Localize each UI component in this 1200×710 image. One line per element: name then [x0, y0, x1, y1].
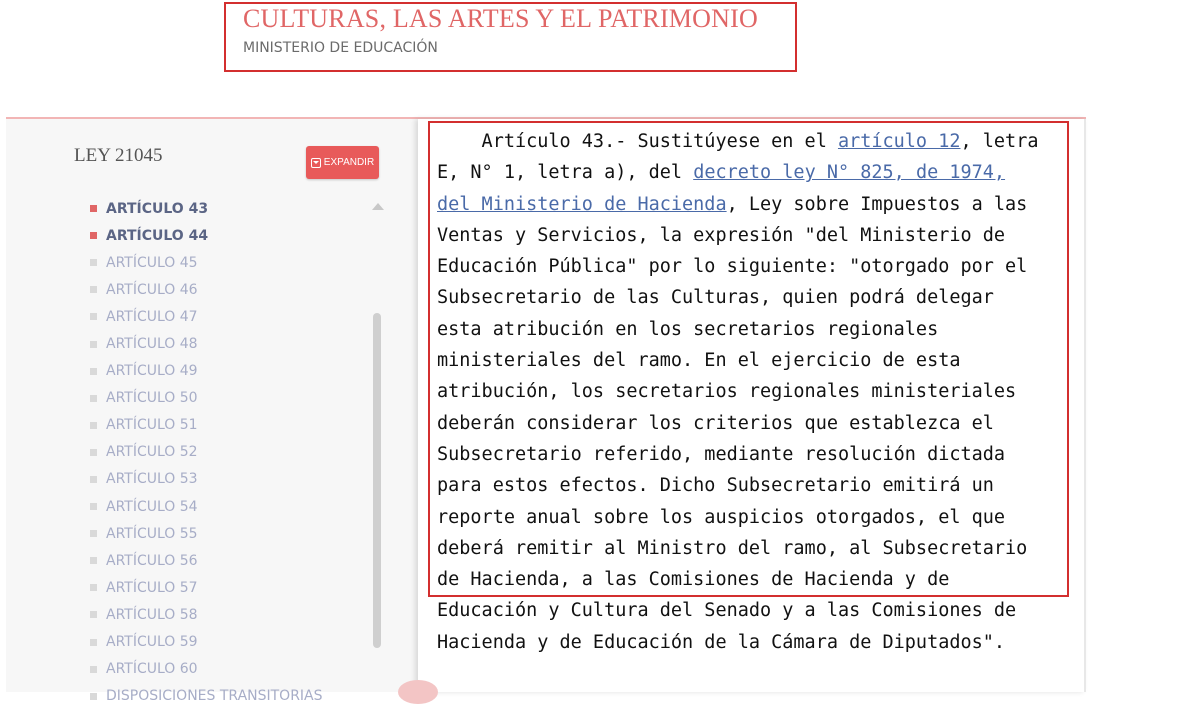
sidebar-item-label: ARTÍCULO 59 — [106, 634, 198, 651]
sidebar-item-articulo[interactable] — [90, 330, 323, 357]
bullet-icon — [90, 666, 97, 673]
floating-action-button[interactable] — [398, 680, 438, 704]
sidebar-item-label: ARTÍCULO 49 — [106, 363, 198, 380]
sidebar-item-label: ARTÍCULO 44 — [106, 227, 209, 244]
sidebar-item-articulo[interactable] — [90, 656, 323, 683]
article-line: Subsecretario de las Culturas, quien podrá delegar — [437, 287, 994, 309]
sidebar-item-articulo[interactable] — [90, 601, 323, 628]
scroll-up-arrow-icon[interactable] — [372, 203, 384, 210]
sidebar-item-articulo[interactable] — [90, 249, 323, 276]
link-ministerio-hacienda[interactable]: del Ministerio de Hacienda — [437, 193, 727, 215]
article-line: ministeriales del ramo. En el ejercicio de esta — [437, 350, 961, 372]
article-line: del Ministerio de Hacienda, Ley sobre Impuestos a las — [437, 193, 1028, 215]
bullet-icon — [90, 449, 97, 456]
sidebar-scrollbar[interactable] — [373, 313, 381, 648]
article-line: Educación y Cultura del Senado y a las Comisiones de — [437, 600, 1017, 622]
sidebar-item-label: ARTÍCULO 50 — [106, 390, 198, 407]
sidebar-item-articulo[interactable] — [90, 683, 323, 710]
page-subtitle: MINISTERIO DE EDUCACIÓN — [243, 40, 438, 56]
article-line: deberán considerar los criterios que establezca el — [437, 412, 994, 434]
sidebar-item-articulo[interactable] — [90, 385, 323, 412]
bullet-icon — [90, 259, 97, 266]
article-line: Artículo 43.- Sustitúyese en el artículo 12, letra — [437, 131, 1039, 152]
sidebar-item-articulo[interactable] — [90, 195, 323, 222]
sidebar — [6, 119, 418, 705]
bullet-icon — [90, 395, 97, 402]
sidebar-item-label: DISPOSICIONES TRANSITORIAS — [106, 688, 323, 705]
article-line: esta atribución en los secretarios regionales — [437, 318, 939, 340]
sidebar-item-articulo[interactable] — [90, 520, 323, 547]
sidebar-item-label: ARTÍCULO 47 — [106, 308, 198, 325]
article-line: Subsecretario referido, mediante resolución dictada — [437, 443, 1006, 465]
bullet-icon — [90, 693, 97, 700]
sidebar-item-label: ARTÍCULO 55 — [106, 525, 198, 542]
article-list — [90, 195, 323, 710]
bullet-icon — [90, 422, 97, 429]
sidebar-item-articulo[interactable] — [90, 222, 323, 249]
link-decreto-ley-825[interactable]: decreto ley N° 825, de 1974, — [693, 162, 1006, 184]
expand-button[interactable] — [306, 146, 379, 179]
sidebar-item-articulo[interactable] — [90, 439, 323, 466]
article-line: para estos efectos. Dicho Subsecretario emitirá un — [437, 475, 994, 497]
sidebar-item-label: ARTÍCULO 52 — [106, 444, 198, 461]
sidebar-item-label: ARTÍCULO 45 — [106, 254, 198, 271]
page-title: CULTURAS, LAS ARTES Y EL PATRIMONIO — [243, 4, 758, 33]
bullet-icon — [90, 205, 97, 212]
bullet-icon — [90, 584, 97, 591]
sidebar-item-articulo[interactable] — [90, 629, 323, 656]
sidebar-item-articulo[interactable] — [90, 574, 323, 601]
article-line: de Hacienda, a las Comisiones de Hacienda y de — [437, 569, 950, 591]
sidebar-item-label: ARTÍCULO 57 — [106, 579, 198, 596]
sidebar-item-articulo[interactable] — [90, 412, 323, 439]
bullet-icon — [90, 313, 97, 320]
bullet-icon — [90, 368, 97, 375]
sidebar-item-label: ARTÍCULO 58 — [106, 606, 198, 623]
chevron-down-icon — [311, 158, 321, 168]
law-title: LEY 21045 — [74, 145, 163, 166]
bullet-icon — [90, 639, 97, 646]
sidebar-item-label: ARTÍCULO 46 — [106, 281, 198, 298]
bullet-icon — [90, 232, 97, 239]
bullet-icon — [90, 286, 97, 293]
sidebar-item-articulo[interactable] — [90, 358, 323, 385]
sidebar-item-label: ARTÍCULO 53 — [106, 471, 198, 488]
sidebar-item-articulo[interactable] — [90, 466, 323, 493]
article-line: Ventas y Servicios, la expresión "del Ministerio de — [437, 224, 1006, 246]
sidebar-item-articulo[interactable] — [90, 547, 323, 574]
panel-edge — [1084, 119, 1086, 692]
bullet-icon — [90, 557, 97, 564]
sidebar-item-label: ARTÍCULO 56 — [106, 552, 198, 569]
expand-button-label: EXPANDIR — [323, 157, 375, 168]
bullet-icon — [90, 503, 97, 510]
sidebar-item-articulo[interactable] — [90, 276, 323, 303]
article-highlight-box — [428, 121, 1069, 597]
sidebar-item-label: ARTÍCULO 60 — [106, 661, 198, 678]
sidebar-item-label: ARTÍCULO 43 — [106, 200, 209, 217]
article-line: reporte anual sobre los auspicios otorgados, el que — [437, 506, 1006, 528]
article-line: atribución, los secretarios regionales ministeriales — [437, 381, 1017, 403]
sidebar-item-articulo[interactable] — [90, 493, 323, 520]
bullet-icon — [90, 476, 97, 483]
sidebar-item-label: ARTÍCULO 54 — [106, 498, 198, 515]
article-line: Educación Pública" por lo siguiente: "otorgado por el — [437, 256, 1028, 278]
bullet-icon — [90, 611, 97, 618]
sidebar-item-articulo[interactable] — [90, 303, 323, 330]
sidebar-item-label: ARTÍCULO 48 — [106, 336, 198, 353]
article-line: E, N° 1, letra a), del decreto ley N° 825, de 1974, — [437, 162, 1006, 184]
bullet-icon — [90, 530, 97, 537]
link-articulo-12[interactable]: artículo 12 — [837, 131, 961, 152]
sidebar-item-label: ARTÍCULO 51 — [106, 417, 198, 434]
article-line: deberá remitir al Ministro del ramo, al Subsecretario — [437, 537, 1028, 559]
article-line: Hacienda y de Educación de la Cámara de Diputados". — [437, 631, 1006, 653]
bullet-icon — [90, 341, 97, 348]
